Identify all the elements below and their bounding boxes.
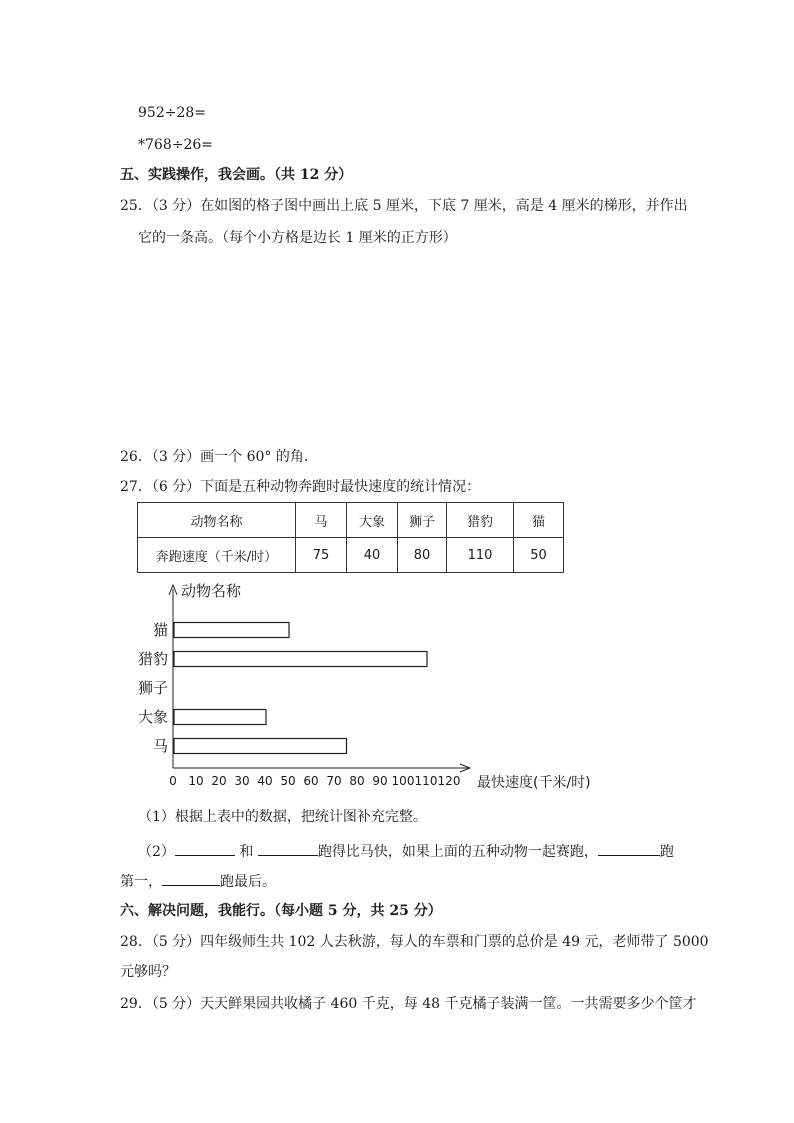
question-27: 27．（6 分）下面是五种动物奔跑时最快速度的统计情况： (120, 479, 481, 495)
category-label: 猎豹 (137, 650, 168, 668)
speed-bar-chart (130, 575, 650, 795)
calc-line-1: 952÷28= (138, 105, 206, 121)
x-tick-label: 30 (234, 774, 250, 788)
x-axis-label: 最快速度(千米/时) (477, 775, 591, 791)
table-row (138, 538, 564, 573)
part-2-run: 跑 (659, 844, 674, 860)
category-label: 狮子 (137, 679, 168, 697)
question-25-line-1: 25．（3 分）在如图的格子图中画出上底 5 厘米，下底 7 厘米，高是 4 厘米的梯形，并作出 (120, 198, 688, 214)
x-tick-label: 50 (280, 774, 296, 788)
question-27-part-1: （1）根据上表中的数据，把统计图补充完整。 (138, 809, 427, 825)
x-tick-label: 70 (326, 774, 342, 788)
answer-blank-3[interactable] (598, 841, 660, 856)
bar (174, 623, 289, 638)
table-animal-cell: 大象 (347, 503, 398, 538)
calc-line-2: *768÷26= (138, 137, 213, 153)
answer-blank-2[interactable] (258, 841, 318, 856)
question-25-line-2: 它的一条高。（每个小方格是边长 1 厘米的正方形） (138, 230, 457, 246)
question-28-line-1: 28．（5 分）四年级师生共 102 人去秋游，每人的车票和门票的总价是 49 元，老师带了 5000 (120, 934, 709, 950)
table-animal-cell: 马 (296, 503, 347, 538)
x-tick-label: 90 (372, 774, 388, 788)
bar (174, 652, 427, 667)
part-2-first: 第一， (120, 874, 162, 890)
answer-blank-1[interactable] (175, 841, 235, 856)
x-tick-label: 60 (303, 774, 319, 788)
table-row-label: 奔跑速度（千米/时） (138, 538, 296, 573)
table-row (138, 503, 564, 538)
x-tick-label: 80 (349, 774, 365, 788)
category-label: 猫 (152, 621, 168, 639)
part-2-number: （2） (138, 844, 175, 860)
x-tick-label: 40 (257, 774, 273, 788)
answer-blank-4[interactable] (162, 871, 220, 886)
x-tick-label: 100 (391, 774, 415, 788)
table-speed-cell: 50 (514, 538, 564, 573)
table-speed-cell: 80 (398, 538, 447, 573)
question-26: 26．（3 分）画一个 60° 的角. (120, 449, 309, 465)
bar (174, 710, 266, 725)
table-speed-cell: 75 (296, 538, 347, 573)
part-2-and: 和 (239, 844, 254, 860)
table-speed-cell: 110 (447, 538, 514, 573)
table-animal-cell: 狮子 (398, 503, 447, 538)
part-2-last: 跑最后。 (220, 874, 276, 890)
section-6-heading: 六、解决问题，我能行。（每小题 5 分，共 25 分） (120, 903, 442, 919)
y-axis-label: 动物名称 (181, 582, 242, 600)
part-2-text: 跑得比马快，如果上面的五种动物一起赛跑， (317, 844, 598, 860)
table-header-label: 动物名称 (138, 503, 296, 538)
speed-table (137, 502, 564, 573)
category-label: 马 (152, 737, 168, 755)
x-tick-label: 110 (414, 774, 438, 788)
question-27-part-2-line-1 (138, 841, 674, 861)
question-28-line-2: 元够吗？ (120, 964, 176, 980)
category-label: 大象 (137, 708, 168, 726)
question-29-line-1: 29．（5 分）天天鲜果园共收橘子 460 千克，每 48 千克橘子装满一筐。一共需要多少个筐才 (120, 996, 697, 1012)
x-tick-label: 0 (169, 774, 177, 788)
x-tick-label: 20 (211, 774, 227, 788)
x-tick-label: 120 (437, 774, 461, 788)
section-5-heading: 五、实践操作，我会画。（共 12 分） (120, 167, 353, 183)
question-27-part-2-line-2 (120, 871, 276, 891)
bar (174, 739, 347, 754)
table-animal-cell: 猫 (514, 503, 564, 538)
table-animal-cell: 猎豹 (447, 503, 514, 538)
table-speed-cell: 40 (347, 538, 398, 573)
x-tick-label: 10 (188, 774, 204, 788)
